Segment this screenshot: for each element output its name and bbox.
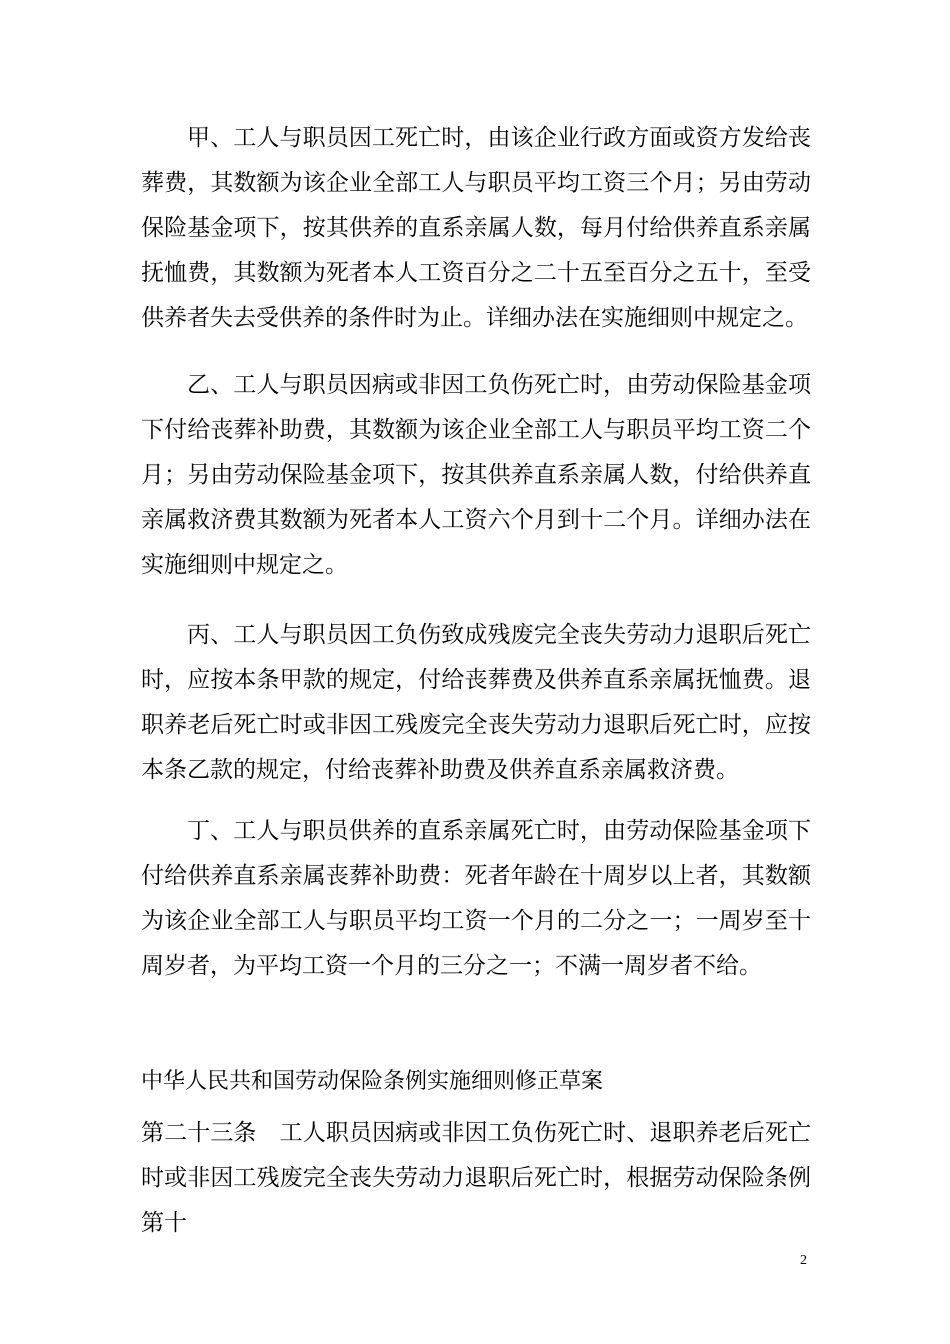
article-23-text: 第二十三条 工人职员因病或非因工负伤死亡时、退职养老后死亡时或非因工残废完全丧失劳动力退职后死亡时，根据劳动保险条例第十: [141, 1120, 811, 1236]
paragraph-ding: 丁、工人与职员供养的直系亲属死亡时，由劳动保险基金项下付给供养直系亲属丧葬补助费：死者年龄在十周岁以上者，其数额为该企业全部工人与职员平均工资一个月的二分之一；一周岁至十周岁者，为平均工资一个月的三分之一；不满一周岁者不给。: [141, 818, 811, 979]
section-title: 中华人民共和国劳动保险条例实施细则修正草案: [141, 1069, 604, 1094]
paragraph-bing: 丙、工人与职员因工负伤致成残废完全丧失劳动力退职后死亡时，应按本条甲款的规定，付给丧葬费及供养直系亲属抚恤费。退职养老后死亡时或非因工残废完全丧失劳动力退职后死亡时，应按本条乙款的规定，付给丧葬补助费及供养直系亲属救济费。: [141, 622, 811, 783]
paragraph-yi: 乙、工人与职员因病或非因工负伤死亡时，由劳动保险基金项下付给丧葬补助费，其数额为该企业全部工人与职员平均工资二个月；另由劳动保险基金项下，按其供养直系亲属人数，付给供养直亲属救济费其数额为死者本人工资六个月到十二个月。详细办法在实施细则中规定之。: [141, 372, 811, 578]
page-number: 2: [800, 1253, 807, 1268]
paragraph-jia: 甲、工人与职员因工死亡时，由该企业行政方面或资方发给丧葬费，其数额为该企业全部工人与职员平均工资三个月；另由劳动保险基金项下，按其供养的直系亲属人数，每月付给供养直系亲属抚恤费，其数额为死者本人工资百分之二十五至百分之五十，至受供养者失去受供养的条件时为止。详细办法在实施细则中规定之。: [141, 125, 811, 331]
